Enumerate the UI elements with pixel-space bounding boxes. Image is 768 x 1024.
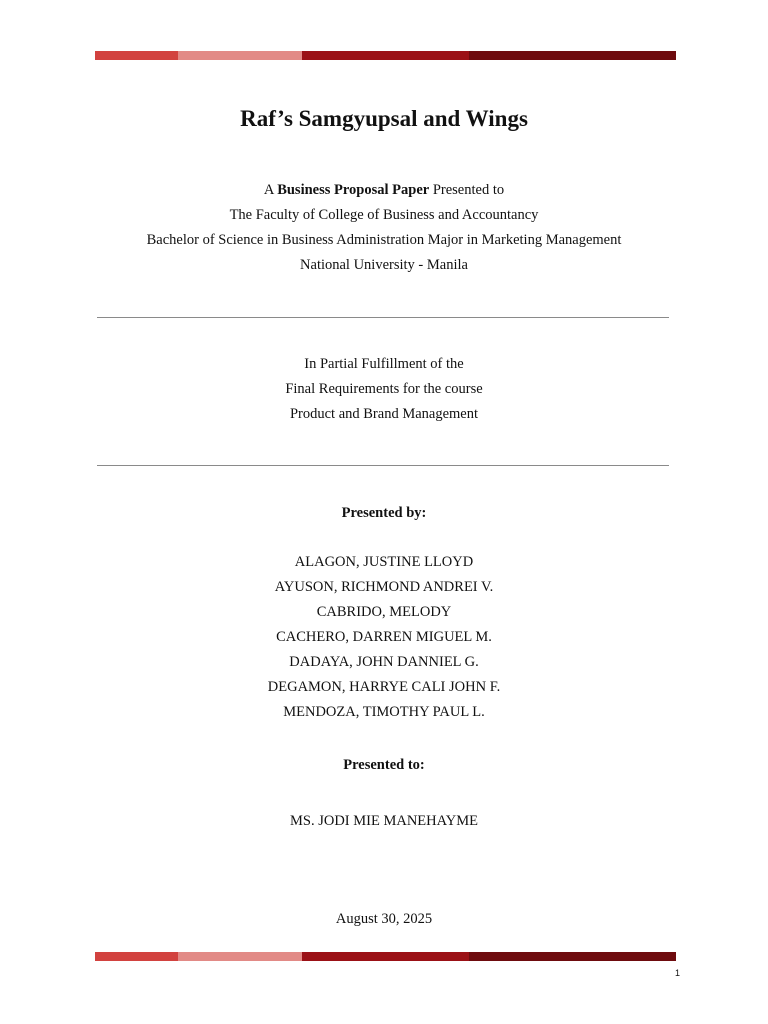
fulfillment-line-3: Product and Brand Management	[289, 406, 479, 422]
fulfillment-line-1: In Partial Fulfillment of the	[304, 356, 464, 372]
intro-line-3: Bachelor of Science in Business Administration Major in Marketing Management	[146, 232, 622, 248]
stripe-segment-red	[95, 952, 178, 961]
presented-to-heading: Presented to:	[343, 757, 425, 773]
divider-1	[97, 317, 669, 318]
document-date: August 30, 2025	[335, 911, 433, 927]
document-title: Raf’s Samgyupsal and Wings	[240, 106, 528, 131]
intro-prefix: A	[263, 182, 278, 198]
fulfillment-line-2: Final Requirements for the course	[285, 381, 483, 397]
page-number: 1	[674, 968, 680, 978]
intro-line-2: The Faculty of College of Business and Accountancy	[229, 207, 539, 223]
intro-suffix: Presented to	[429, 182, 505, 198]
stripe-segment-crimson	[302, 51, 469, 60]
adviser-name: MS. JODI MIE MANEHAYME	[290, 813, 478, 829]
top-color-stripe	[95, 51, 676, 60]
intro-line-4: National University - Manila	[300, 257, 468, 273]
divider-2	[97, 465, 669, 466]
author-name: CACHERO, DARREN MIGUEL M.	[276, 629, 492, 645]
author-name: DEGAMON, HARRYE CALI JOHN F.	[267, 679, 501, 695]
paper-type: Business Proposal Paper	[277, 182, 430, 198]
authors-list	[0, 550, 768, 725]
stripe-segment-maroon	[469, 51, 676, 60]
intro-block	[0, 178, 768, 278]
stripe-segment-pink	[178, 51, 302, 60]
author-name: AYUSON, RICHMOND ANDREI V.	[274, 579, 494, 595]
stripe-segment-maroon	[469, 952, 676, 961]
presented-by-heading: Presented by:	[341, 505, 427, 521]
stripe-segment-red	[95, 51, 178, 60]
author-name: ALAGON, JUSTINE LLOYD	[294, 554, 474, 570]
author-name: DADAYA, JOHN DANNIEL G.	[289, 654, 479, 670]
author-name: MENDOZA, TIMOTHY PAUL L.	[283, 704, 485, 720]
stripe-segment-crimson	[302, 952, 469, 961]
author-name: CABRIDO, MELODY	[316, 604, 452, 620]
bottom-color-stripe	[95, 952, 676, 961]
intro-line-1	[0, 178, 768, 203]
stripe-segment-pink	[178, 952, 302, 961]
fulfillment-block	[0, 352, 768, 427]
